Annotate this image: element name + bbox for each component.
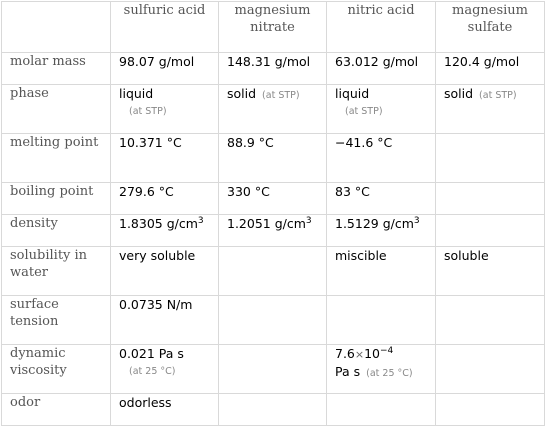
properties-comparison-table (1, 1, 545, 426)
cell-odor-sulfuric-acid: odorless (111, 394, 219, 426)
cell-odor-magnesium-sulfate (436, 394, 545, 426)
cell-melting-point-nitric-acid: −41.6 °C (327, 134, 436, 183)
row-phase (2, 85, 545, 134)
column-header-magnesium-sulfate: magnesium sulfate (436, 2, 545, 53)
viscosity-unit: Pa s (335, 364, 361, 379)
cell-density-sulfuric-acid (111, 215, 219, 247)
phase-value: liquid (119, 86, 154, 101)
row-density (2, 215, 545, 247)
cell-density-magnesium-sulfate (436, 215, 545, 247)
cell-density-nitric-acid (327, 215, 436, 247)
cell-density-magnesium-nitrate (219, 215, 327, 247)
phase-condition-note: (at STP) (262, 90, 300, 101)
cell-surface-tension-sulfuric-acid: 0.0735 N/m (111, 296, 219, 345)
cell-surface-tension-magnesium-nitrate (219, 296, 327, 345)
cell-odor-magnesium-nitrate (219, 394, 327, 426)
row-header-boiling-point: boiling point (2, 183, 111, 215)
density-value: 1.2051 g/cm (227, 216, 306, 231)
cell-surface-tension-nitric-acid (327, 296, 436, 345)
cell-solubility-sulfuric-acid: very soluble (111, 247, 219, 296)
cell-solubility-magnesium-nitrate (219, 247, 327, 296)
phase-value: liquid (335, 86, 370, 101)
cell-dynamic-viscosity-sulfuric-acid (111, 345, 219, 394)
row-header-solubility: solubility in water (2, 247, 111, 296)
cell-boiling-point-magnesium-sulfate (436, 183, 545, 215)
unit-exponent: 3 (413, 215, 420, 226)
cell-phase-magnesium-sulfate (436, 85, 545, 134)
cell-phase-nitric-acid (327, 85, 436, 134)
cell-dynamic-viscosity-magnesium-nitrate (219, 345, 327, 394)
row-dynamic-viscosity (2, 345, 545, 394)
viscosity-mantissa: 7.6 (335, 346, 355, 361)
viscosity-condition-note: (at 25 °C) (129, 366, 176, 377)
row-header-dynamic-viscosity: dynamic viscosity (2, 345, 111, 394)
unit-exponent: 3 (305, 215, 312, 226)
column-header-magnesium-nitrate: magnesium nitrate (219, 2, 327, 53)
cell-melting-point-sulfuric-acid: 10.371 °C (111, 134, 219, 183)
row-header-odor: odor (2, 394, 111, 426)
row-header-molar-mass: molar mass (2, 53, 111, 85)
row-header-melting-point: melting point (2, 134, 111, 183)
row-molar-mass (2, 53, 545, 85)
phase-condition-note: (at STP) (129, 106, 167, 117)
cell-melting-point-magnesium-sulfate (436, 134, 545, 183)
density-value: 1.8305 g/cm (119, 216, 198, 231)
cell-solubility-nitric-acid: miscible (327, 247, 436, 296)
phase-value: solid (227, 86, 257, 101)
cell-boiling-point-sulfuric-acid: 279.6 °C (111, 183, 219, 215)
phase-condition-note: (at STP) (479, 90, 517, 101)
column-header-nitric-acid: nitric acid (327, 2, 436, 53)
row-odor (2, 394, 545, 426)
times-sign: × (354, 348, 365, 361)
row-melting-point (2, 134, 545, 183)
column-header-sulfuric-acid: sulfuric acid (111, 2, 219, 53)
cell-molar-mass-sulfuric-acid: 98.07 g/mol (111, 53, 219, 85)
row-header-density: density (2, 215, 111, 247)
header-row (2, 2, 545, 53)
viscosity-condition-note: (at 25 °C) (366, 368, 413, 379)
cell-molar-mass-nitric-acid: 63.012 g/mol (327, 53, 436, 85)
cell-surface-tension-magnesium-sulfate (436, 296, 545, 345)
cell-phase-sulfuric-acid (111, 85, 219, 134)
phase-value: solid (444, 86, 474, 101)
row-surface-tension (2, 296, 545, 345)
viscosity-exponent: −4 (380, 345, 394, 356)
density-value: 1.5129 g/cm (335, 216, 414, 231)
cell-dynamic-viscosity-nitric-acid (327, 345, 436, 394)
row-header-phase: phase (2, 85, 111, 134)
viscosity-value: 0.021 Pa s (119, 346, 184, 361)
row-solubility (2, 247, 545, 296)
cell-melting-point-magnesium-nitrate: 88.9 °C (219, 134, 327, 183)
cell-phase-magnesium-nitrate (219, 85, 327, 134)
cell-boiling-point-magnesium-nitrate: 330 °C (219, 183, 327, 215)
row-boiling-point (2, 183, 545, 215)
cell-solubility-magnesium-sulfate: soluble (436, 247, 545, 296)
viscosity-base: 10 (364, 346, 381, 361)
cell-molar-mass-magnesium-sulfate: 120.4 g/mol (436, 53, 545, 85)
cell-molar-mass-magnesium-nitrate: 148.31 g/mol (219, 53, 327, 85)
cell-boiling-point-nitric-acid: 83 °C (327, 183, 436, 215)
cell-dynamic-viscosity-magnesium-sulfate (436, 345, 545, 394)
unit-exponent: 3 (197, 215, 204, 226)
corner-header-cell (2, 2, 111, 53)
cell-odor-nitric-acid (327, 394, 436, 426)
row-header-surface-tension: surface tension (2, 296, 111, 345)
phase-condition-note: (at STP) (345, 106, 383, 117)
